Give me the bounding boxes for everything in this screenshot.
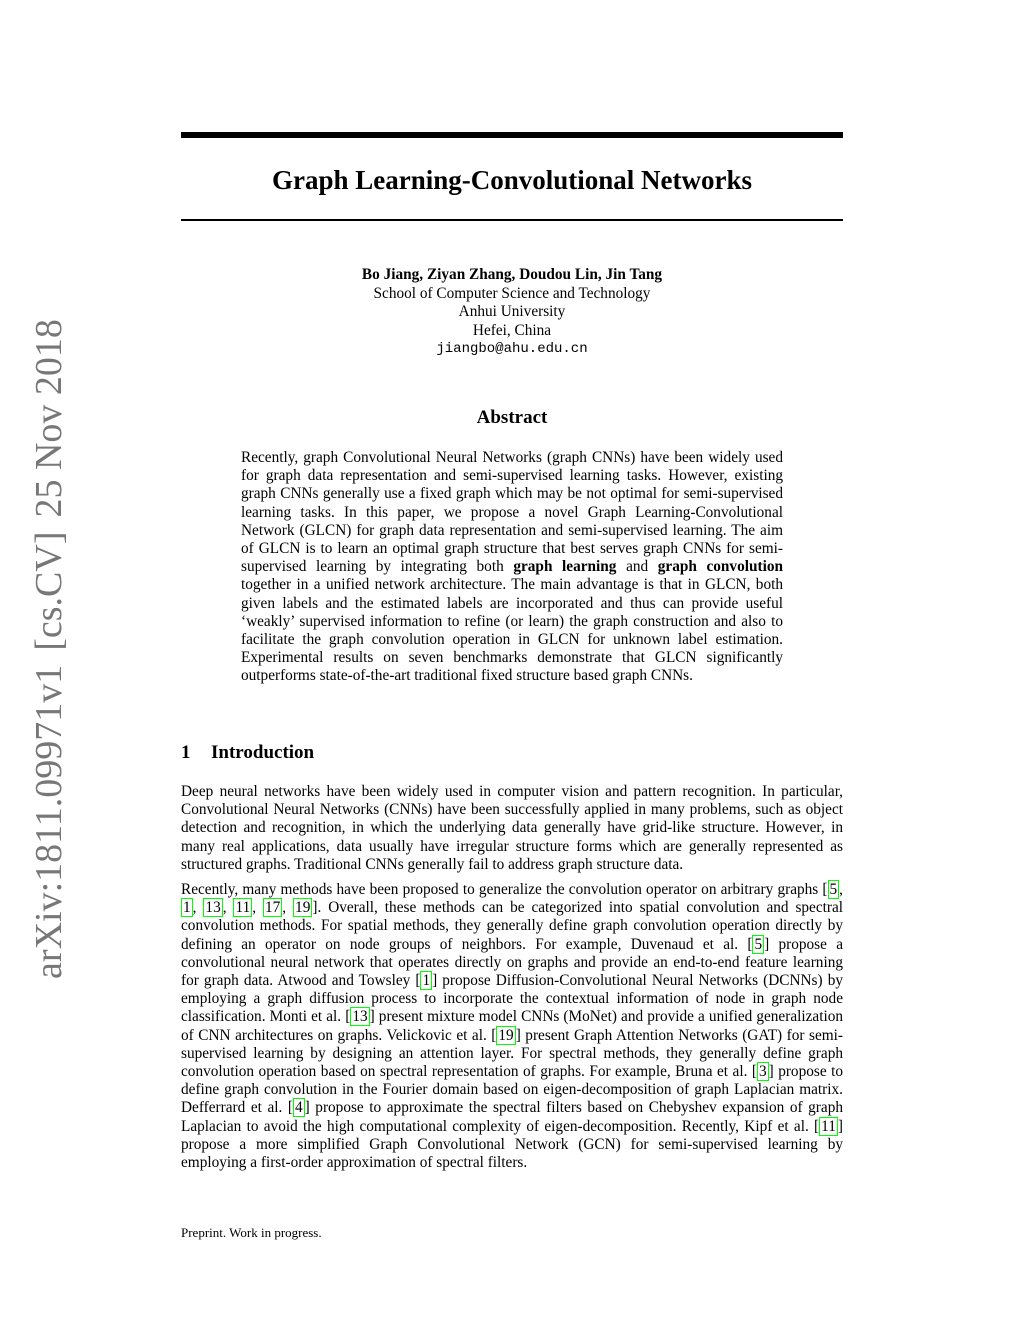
arxiv-category: [cs.CV] [28, 531, 70, 651]
arxiv-sidebar-stamp [27, 305, 71, 979]
citation-separator: , [222, 899, 234, 917]
abstract-and: and [626, 558, 649, 576]
introduction-body [181, 783, 843, 1179]
title-bottom-rule [181, 219, 843, 221]
citation-link-19[interactable]: 19 [498, 1026, 514, 1044]
arxiv-date: 25 Nov 2018 [28, 319, 70, 518]
abstract-part-2: together in a unified network architecture. The main advantage is that in GLCN, both given labels and the estimated labels are incorporated and thus can provide useful ‘weakly’ supervised information to refine (or learn) the graph construction and also to facilitate the graph convolution operation in GLCN for unknown label estimation. Experimental results on seven benchmarks demonstrate that GLCN significantly outperforms state-of-the-art traditional fixed structure based graph CNNs. [241, 576, 783, 685]
citation-separator: , [839, 881, 843, 899]
citation-link-1[interactable]: 1 [183, 899, 191, 917]
intro-text: ] present mixture model CNNs (MoNet) and provide a unified generalization of CNN architectures on graphs. Velickovic et al. [ [181, 1008, 843, 1044]
intro-paragraph-1: Deep neural networks have been widely used in computer vision and pattern recognition. In particular, Convolutional Neural Networks (CNNs) have been successfully applied in many problems, such as object detection and recognition, in which the underlying data generally have grid-like structure. However, in many real applications, data usually have irregular structure forms which are generally represented as structured graphs. Traditional CNNs generally fail to address graph structure data. [181, 783, 843, 873]
paper-title: Graph Learning-Convolutional Networks [271, 165, 753, 195]
citation-link-17[interactable]: 17 [264, 899, 281, 917]
citation-link-4[interactable]: 4 [294, 1099, 303, 1117]
intro-text: Recently, many methods have been proposed to generalize the convolution operator on arbitrary graphs [ [181, 881, 828, 899]
abstract-bold-graph-convolution: graph convolution [657, 558, 783, 576]
citation-link-13[interactable]: 13 [352, 1008, 368, 1026]
author-block [181, 266, 843, 359]
abstract-text [241, 449, 783, 686]
intro-text: ]. Overall, these methods can be categorized into spatial convolution and spectral convolution methods. For spatial methods, they generally define graph convolution operation directly by defining an operator on node groups of neighbors. For example, Duvenaud et al. [ [181, 899, 844, 953]
intro-paragraph-2 [181, 881, 843, 1172]
author-affiliation: School of Computer Science and Technology [373, 284, 651, 302]
section-heading-introduction [181, 739, 314, 767]
intro-text: ] propose to approximate the spectral filters based on Chebyshev expansion of graph Laplacian to avoid the high computational complexity of eigen-decomposition. Recently, Kipf et al. [ [181, 1099, 843, 1135]
citation-link-5[interactable]: 5 [829, 881, 838, 899]
citation-link-3[interactable]: 3 [758, 1063, 767, 1081]
intro-text: ] propose Diffusion-Convolutional Neural Networks (DCNNs) by employing a graph diffusion process to incorporate the contextual information of node in graph node classification. Monti et al. [ [181, 972, 843, 1026]
citation-link-5[interactable]: 5 [754, 935, 763, 953]
citation-separator: , [192, 899, 204, 917]
author-university: Anhui University [458, 303, 566, 320]
abstract-bold-graph-learning: graph learning [513, 558, 617, 576]
author-names: Bo Jiang, Ziyan Zhang, Doudou Lin, Jin Tang [361, 266, 663, 283]
author-email: jiangbo@ahu.edu.cn [436, 341, 588, 357]
intro-text: ] propose to define graph convolution in the Fourier domain based on eigen-decomposition of graph Laplacian matrix. Defferrard et al. [ [181, 1063, 843, 1117]
arxiv-id: arXiv:1811.09971v1 [28, 664, 70, 979]
intro-text: ] propose a more simplified Graph Convolutional Network (GCN) for semi-supervised learning by employing a first-order approximation of spectral filters. [181, 1117, 843, 1172]
citation-separator: , [282, 899, 294, 917]
citation-link-13[interactable]: 13 [205, 899, 221, 917]
citation-link-11[interactable]: 11 [821, 1117, 836, 1135]
abstract-heading: Abstract [476, 407, 548, 428]
author-location: Hefei, China [472, 321, 552, 339]
citation-link-11[interactable]: 11 [235, 899, 251, 917]
preprint-footnote: Preprint. Work in progress. [181, 1225, 322, 1240]
title-top-rule [181, 132, 843, 138]
abstract-part-1: Recently, graph Convolutional Neural Networks (graph CNNs) have been widely used for graph data representation and semi-supervised learning tasks. However, existing graph CNNs generally use a fixed graph which may be not optimal for semi-supervised learning tasks. In this paper, we propose a novel Graph Learning-Convolutional Network (GLCN) for graph data representation and semi-supervised learning. The aim of GLCN is to learn an optimal graph structure that best serves graph CNNs for semi-supervised learning by integrating both [241, 449, 783, 576]
intro-text: ] propose a convolutional neural network that operates directly on graphs and provide an end-to-end feature learning for graph data. Atwood and Towsley [ [181, 935, 843, 990]
section-title: Introduction [211, 742, 315, 763]
section-number: 1 [181, 742, 191, 763]
citation-separator: , [252, 899, 263, 917]
citation-link-19[interactable]: 19 [295, 899, 311, 917]
intro-text: ] present Graph Attention Networks (GAT) for semi-supervised learning by designing an attention layer. For spectral methods, they generally define graph convolution operation based on spectral representation of graphs. For example, Bruna et al. [ [181, 1026, 843, 1081]
citation-link-1[interactable]: 1 [422, 972, 431, 990]
